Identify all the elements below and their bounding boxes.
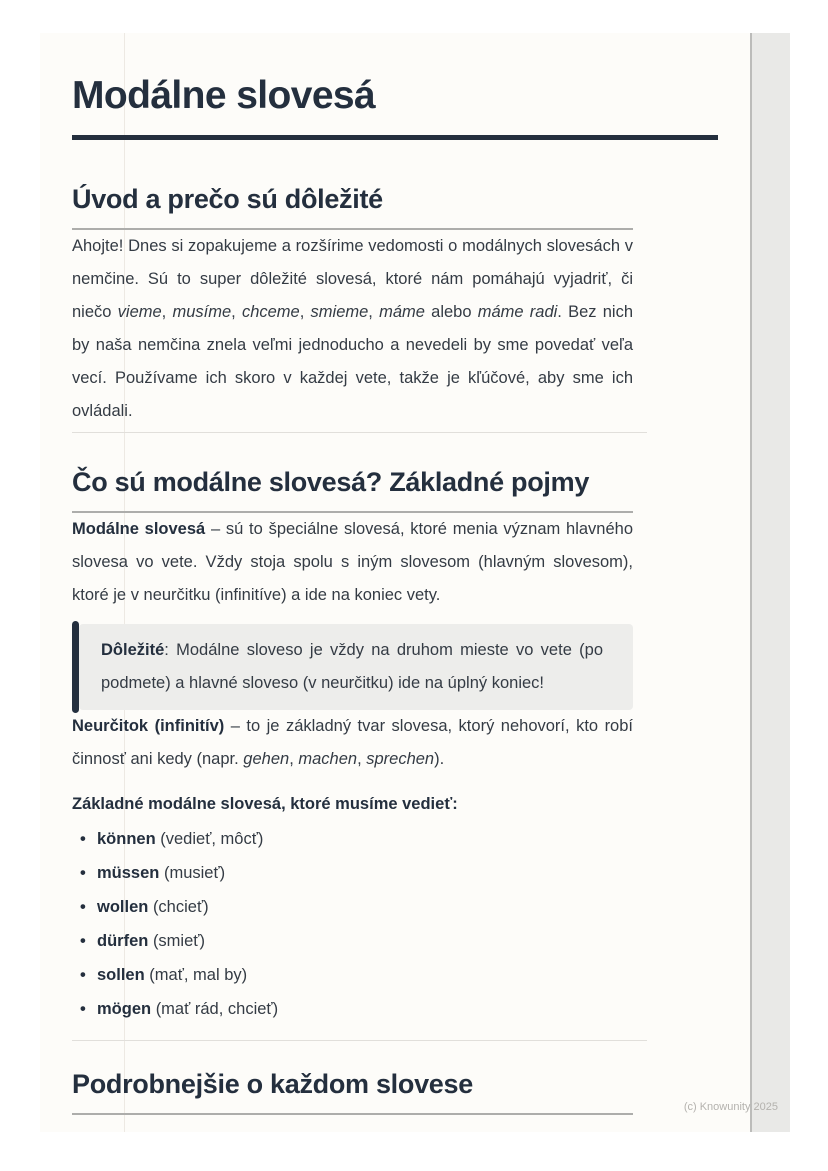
verb-meaning: (smieť): [152, 932, 205, 950]
important-callout: [72, 624, 633, 710]
infinitive-paragraph: Neurčitok (infinitív) – to je základný tvar slovesa, ktorý nehovorí, kto robí činnosť ani kedy (napr. gehen, machen, sprechen).: [72, 717, 633, 768]
title-rule: [72, 135, 718, 140]
document-page: [40, 33, 790, 1132]
page-title: Modálne slovesá: [72, 74, 376, 117]
modal-verbs-list: [72, 823, 633, 1026]
verb-list-item: [72, 993, 633, 1026]
section-divider: [72, 432, 647, 433]
section-heading-basics: Čo sú modálne slovesá? Základné pojmy: [72, 467, 590, 497]
bullet-icon: •: [80, 898, 86, 916]
bullet-icon: •: [80, 830, 86, 848]
page-content: [72, 33, 718, 1115]
watermark: (c) Knowunity 2025: [683, 1101, 778, 1113]
verb-list-item: [72, 857, 633, 890]
verb-meaning: (mať rád, chcieť): [155, 1000, 279, 1018]
bullet-icon: •: [80, 966, 86, 984]
verb-meaning: (chcieť): [152, 898, 209, 916]
section-intro: [72, 182, 718, 428]
section-heading-details: Podrobnejšie o každom slovese: [72, 1069, 473, 1099]
verb-meaning: (mať, mal by): [149, 966, 248, 984]
section-details: [72, 1067, 718, 1115]
verb-meaning: (musieť): [163, 864, 226, 882]
heading-rule-details: [72, 1113, 633, 1115]
callout-text: Dôležité: Modálne sloveso je vždy na druhom mieste vo vete (po podmete) a hlavné sloveso (v neurčitku) ide na úplný koniec!: [79, 624, 633, 710]
verb-name: sollen: [97, 966, 145, 984]
verb-list-item: [72, 823, 633, 856]
verb-list-intro: Základné modálne slovesá, ktoré musíme vedieť:: [72, 795, 458, 813]
verb-list-item: [72, 925, 633, 958]
callout-accent-bar: [72, 621, 79, 713]
bullet-icon: •: [80, 932, 86, 950]
verb-name: dürfen: [97, 932, 149, 950]
definition-paragraph: Modálne slovesá – sú to špeciálne slovesá, ktoré menia význam hlavného slovesa vo vete. Vždy stoja spolu s iným slovesom (hlavným slovesom), ktoré je v neurčitku (infinitíve) a ide na koniec vety.: [72, 520, 633, 604]
section-heading-intro: Úvod a prečo sú dôležité: [72, 184, 383, 214]
bullet-icon: •: [80, 864, 86, 882]
verb-list-item: [72, 959, 633, 992]
section-basics: [72, 465, 718, 1026]
verb-list-item: [72, 891, 633, 924]
verb-name: können: [97, 830, 156, 848]
verb-name: wollen: [97, 898, 149, 916]
bullet-icon: •: [80, 1000, 86, 1018]
intro-paragraph: Ahojte! Dnes si zopakujeme a rozšírime vedomosti o modálnych slovesách v nemčine. Sú to super dôležité slovesá, ktoré nám pomáhajú vyjadriť, či niečo vieme, musíme, chceme, smieme, máme alebo máme radi. Bez nich by naša nemčina znela veľmi jednoducho a nevedeli by sme povedať veľa vecí. Používame ich skoro v každej vete, takže je kľúčové, aby sme ich ovládali.: [72, 237, 633, 420]
page-edge-strip: [750, 33, 790, 1132]
verb-name: mögen: [97, 1000, 152, 1018]
verb-meaning: (vedieť, môcť): [160, 830, 264, 848]
section-divider: [72, 1040, 647, 1041]
verb-name: müssen: [97, 864, 160, 882]
